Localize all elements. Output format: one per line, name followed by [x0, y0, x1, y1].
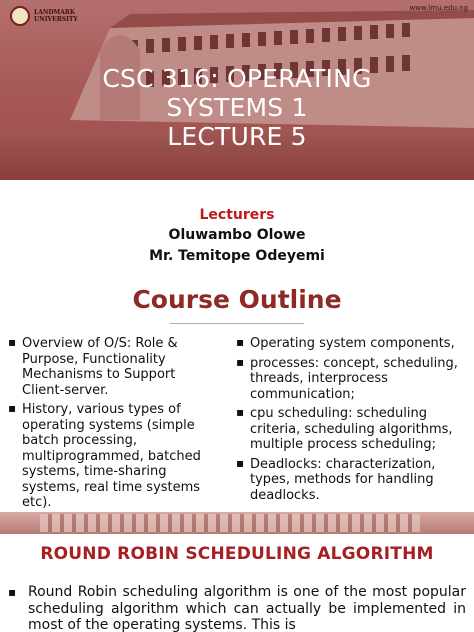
- seal-icon: [10, 6, 30, 26]
- lecturers-heading: Lecturers: [199, 207, 275, 223]
- outline-right-list: [236, 336, 468, 507]
- list-item: ▪ Overview of O/S: Role & Purpose, Functionality Mechanisms to Support Client-server.: [8, 336, 220, 398]
- title-slide: [0, 0, 474, 180]
- lecturer-name: Oluwambo Olowe: [168, 227, 306, 243]
- list-item: ▪ Operating system components,: [236, 336, 468, 352]
- round-robin-title: ROUND ROBIN SCHEDULING ALGORITHM: [40, 544, 434, 564]
- university-logo: LANDMARK UNIVERSITY: [10, 6, 78, 26]
- list-item: ▪ cpu scheduling: scheduling criteria, scheduling algorithms, multiple process scheduling;: [236, 406, 468, 453]
- bullet-icon: ▪: [8, 585, 17, 599]
- lecturer-name: Mr. Temitope Odeyemi: [149, 248, 325, 264]
- round-robin-paragraph: ▪ Round Robin scheduling algorithm is one of the most popular scheduling algorithm which can actually be implemented in most of the operating systems. This is: [8, 584, 466, 632]
- outline-left-list: [8, 336, 220, 515]
- course-outline-title: Course Outline: [132, 285, 342, 314]
- lecturers-block: [0, 206, 474, 267]
- lecture-title: CSC 316: OPERATING SYSTEMS 1 LECTURE 5: [102, 64, 372, 151]
- list-item: ▪ History, various types of operating systems (simple batch processing, multiprogrammed, batched systems, time-sharing systems, real time systems etc).: [8, 402, 220, 511]
- slide-footer-image: [0, 512, 474, 534]
- website-url: www.lmu.edu.ng: [409, 4, 468, 12]
- list-item: ▪ Deadlocks: characterization, types, methods for handling deadlocks.: [236, 457, 468, 504]
- title-underline: [170, 323, 304, 324]
- list-item: ▪ processes: concept, scheduling, threads, interprocess communication;: [236, 356, 468, 403]
